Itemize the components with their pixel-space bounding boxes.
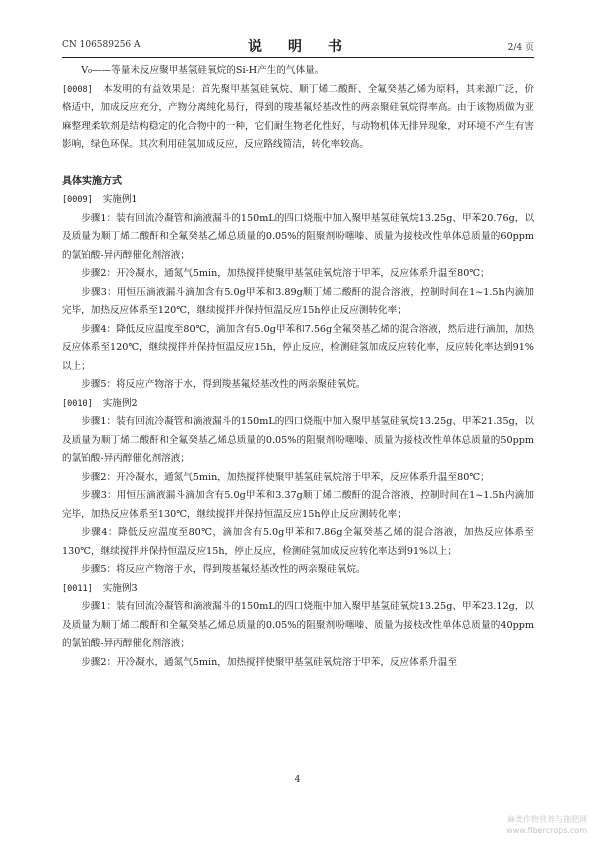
paragraph-number: [0010] [62,398,93,409]
example-title: 实施例3 [102,582,138,594]
paragraph-number: [0009] [62,195,93,205]
step-paragraph: 步骤4：降低反应温度至80℃，滴加含有5.0g甲苯和7.56g全氟癸基乙烯的混合溶液，然后进行滴加，加热反应体系至120℃，继续搅拌并保持恒温反应15h，停止反应，检测硅氢加成反应转化率，反应转化率达到91%以上； [62,323,534,372]
step-paragraph: 步骤1：装有回流冷凝管和滴液漏斗的150mL的四口烧瓶中加入聚甲基氢硅氧烷13.25g、甲苯21.35g，以及质量为顺丁烯二酸酐和全氟癸基乙烯总质量的0.05%的阻聚剂吩噻嗪、质量为接枝改性单体总质量的50ppm的氯铂酸-异丙醇催化剂溶液； [62,416,534,464]
example-heading [62,580,534,599]
step-paragraph: 步骤2：开冷凝水，通氮气5min，加热搅拌使聚甲基氢硅氧烷溶于甲苯，反应体系升温至80℃； [81,268,490,279]
paragraph-text: 本发明的有益效果是：首先聚甲基氢硅氧烷、顺丁烯二酸酐、全氟癸基乙烯为原料，其来源广泛，价格适中，加成反应充分，产物分离纯化易行，得到的羧基氟烃基改性的两亲聚硅氧烷得率高。由于该物质做为亚麻整理柔软剂是结构稳定的化合物中的一种，它们耐生物老化性好，与动物机体无排异现象，对环境不产生有害影响，绿色环保。其次利用硅氢加成反应，反应路线简洁，转化率较高。 [62,83,534,150]
step-paragraph: 步骤3：用恒压滴液漏斗滴加含有5.0g甲苯和3.37g顺丁烯二酸酐的混合溶液，控制时间在1~1.5h内滴加完毕，加热反应体系至130℃，继续搅拌并保持恒温反应15h停止反应测转化率； [62,490,534,520]
paragraph-number: [0011] [62,583,93,594]
page-number: 4 [294,775,301,785]
step-paragraph: 步骤3：用恒压滴液漏斗滴加含有5.0g甲苯和3.89g顺丁烯二酸酐的混合溶液，控制时间在1~1.5h内滴加完毕，加热反应体系至120℃，继续搅拌并保持恒温反应15h停止反应测转化率； [62,286,534,316]
section-title: 具体实施方式 [62,175,122,187]
patent-number: CN 106589256 A [62,40,141,50]
example-heading [62,395,534,414]
variable-definition: V₀——等量未反应聚甲基氢硅氧烷的Si-H产生的气体量。 [81,65,325,76]
example-heading [62,191,534,210]
document-title: 说 明 书 [248,39,348,55]
watermark-url: www.fibercrops.com [506,826,587,835]
paragraph-number: [0008] [62,84,93,95]
step-paragraph: 步骤5：将反应产物溶于水，得到羧基氟烃基改性的两亲聚硅氧烷。 [81,379,366,390]
step-paragraph: 步骤2：开冷凝水，通氮气5min，加热搅拌使聚甲基氢硅氧烷溶于甲苯，反应体系升温至80℃； [81,471,490,483]
example-title: 实施例1 [102,194,138,205]
step-paragraph: 步骤4：降低反应温度至80℃，滴加含有5.0g甲苯和7.86g全氟癸基乙烯的混合溶液，加热反应体系至130℃，继续搅拌并保持恒温反应15h，停止反应，检测硅氢加成反应转化率达到91%以上； [62,527,534,557]
document-body [62,62,534,672]
step-paragraph: 步骤1：装有回流冷凝管和滴液漏斗的150mL的四口烧瓶中加入聚甲基氢硅氧烷13.25g、甲苯23.12g，以及质量为顺丁烯二酸酐和全氟癸基乙烯总质量的0.05%的阻聚剂吩噻嗪、质量为接枝改性单体总质量的40ppm的氯铂酸-异丙醇催化剂溶液； [62,601,534,649]
header-divider [62,57,534,58]
step-paragraph: 步骤2：开冷凝水，通氮气5min，加热搅拌使聚甲基氢硅氧烷溶于甲苯，反应体系升温至 [81,656,458,668]
page-indicator: 2/4 页 [507,43,534,53]
step-paragraph: 步骤1：装有回流冷凝管和滴液漏斗的150mL的四口烧瓶中加入聚甲基氢硅氧烷13.25g、甲苯20.76g，以及质量为顺丁烯二酸酐和全氟癸基乙烯总质量的0.05%的阻聚剂吩噻嗪、质量为接枝改性单体总质量的60ppm的氯铂酸-异丙醇催化剂溶液； [62,212,534,261]
paragraph-0008 [62,81,534,155]
page-header [62,36,534,56]
watermark-site-name: 麻类作物营养与施肥网 [507,815,587,824]
watermark [506,814,587,836]
example-title: 实施例2 [102,397,138,409]
step-paragraph: 步骤5：将反应产物溶于水，得到羧基氟烃基改性的两亲聚硅氧烷。 [81,564,366,575]
